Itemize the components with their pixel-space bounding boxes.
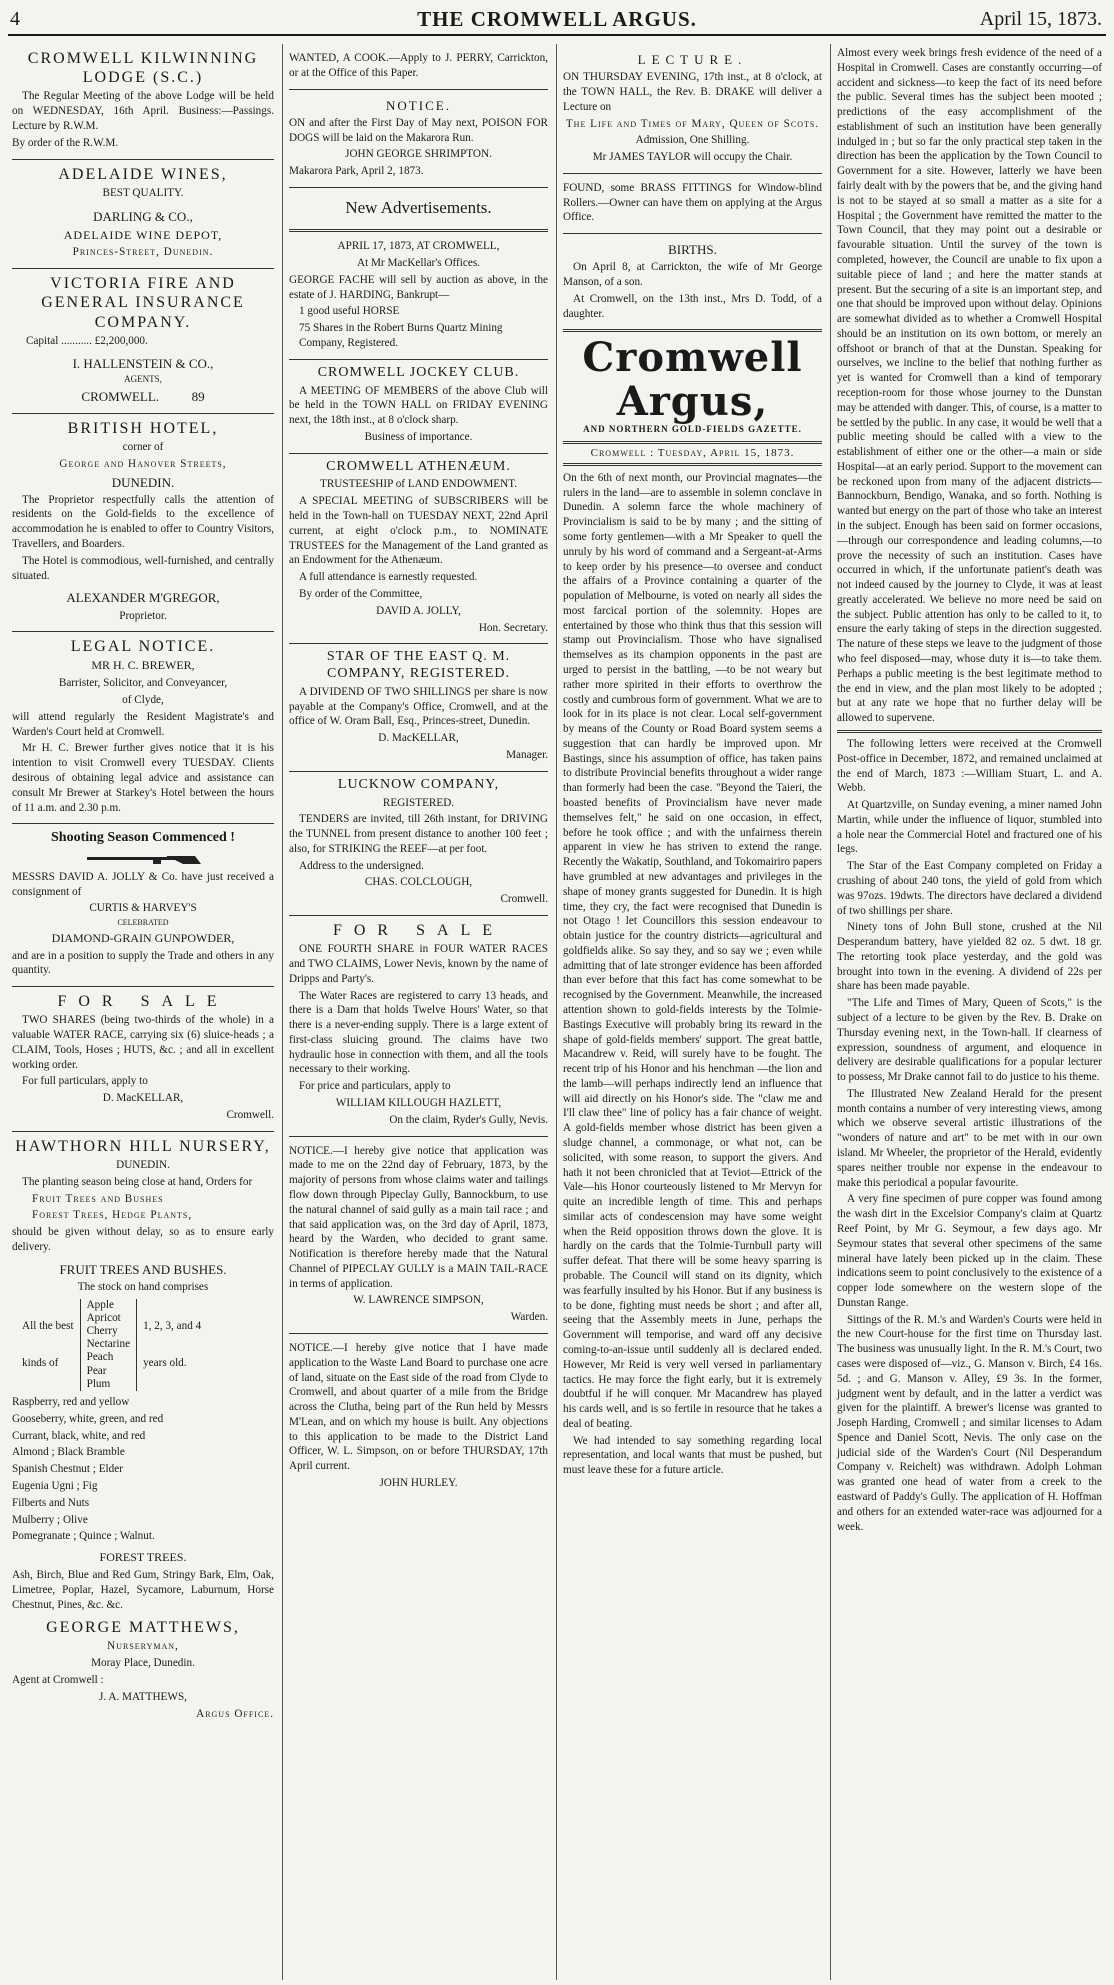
births-notice: BIRTHS. On April 8, at Carrickton, the wife of Mr George Manson, of a son. At Cromwell, on the 13th inst., Mrs D. Todd, of a daughter. [563, 234, 822, 332]
ad-gunpowder: Shooting Season Commenced ! MESSRS DAVID A. JOLLY & Co. have just received a consignment of CURTIS & HARVEY'S CELEBRATED DIAMOND-GRAIN GUNPOWDER, and are in a position to supply the Trade and others in any quantity. [12, 824, 274, 987]
newspaper-title: THE CROMWELL ARGUS. [417, 7, 697, 31]
ad-wanted-cook: WANTED, A COOK.—Apply to J. PERRY, Carrickton, or at the Office of this Paper. [289, 44, 548, 90]
ad-heading: FOR SALE [57, 993, 229, 1011]
ad-poison-notice: NOTICE. ON and after the First Day of May next, POISON FOR DOGS will be laid on the Makarora Run. JOHN GEORGE SHRIMPTON. Makarora Park, April 2, 1873. [289, 90, 548, 188]
ad-for-sale-water-races: FOR SALE ONE FOURTH SHARE in FOUR WATER RACES and TWO CLAIMS, Lower Nevis, known by the name of Dripps and Party's. The Water Races are registered to carry 13 heads, and there is a Dam that holds Twelve Hours' Water, so that there is a never-ending supply. There is a large extent of first-class sluicing ground. The claims have two hydraulic hose in connection with them, and all the tools necessary to their working. For price and particulars, apply to WILLIAM KILLOUGH HAZLETT, On the claim, Ryder's Gully, Nevis. [289, 916, 548, 1137]
news-item: Sittings of the R. M.'s and Warden's Courts were held in the new Court-house for the first time on Thursday last. The business was unusually light. In the R. M.'s Court, two cases were disposed of—viz., G. Manson v. Birch, £4 16s. 5d. ; and G. Manson v. Alley, £9 3s. In the former, judgment went by default, and in the latter a verdict was given for the plaintiff. A brewer's license was granted to Joseph Harding, Cromwell ; and similar licenses to Adam Spence and Daniel Scott, Nevis. The only case on the judicial side of the Warden's Court (Nil Desperandum Company v. Reichelt) was withdrawn. Adolph Lohman was granted one head of water from a creek to the eastward of Paddy's Gully. The application of H. Hoffman and others for an extended water-race was adjourned for a week. [837, 1313, 1102, 1533]
issue-date: April 15, 1873. [979, 8, 1102, 30]
page-number: 4 [10, 8, 20, 30]
ad-heading: FOR SALE [332, 922, 505, 940]
ad-british-hotel: BRITISH HOTEL, corner of George and Hanover Streets, DUNEDIN. The Proprietor respectfully calls the attention of residents on the Gold-fields to the excellence of accommodation he is enabled to offer to Country Visitors, Travellers, and Boarders. The Hotel is commodious, well-furnished, and centrally situated. ALEXANDER M'GREGOR, Proprietor. [12, 414, 274, 633]
ad-heading: BRITISH HOTEL, [67, 419, 219, 437]
ad-victoria-insurance: VICTORIA FIRE AND GENERAL INSURANCE COMPANY. Capital ........... £2,200,000. I. HALLENSTEIN & CO., AGENTS, CROMWELL. 89 [12, 269, 274, 414]
ad-heading: CROMWELL JOCKEY CLUB. [317, 364, 520, 380]
ad-heading: LUCKNOW COMPANY, [337, 776, 500, 792]
news-item: The following letters were received at the Cromwell Post-office in December, 1872, and remained unclaimed at the end of March, 1873 :—William Stuart, L. and A. Webb. [837, 737, 1102, 795]
ad-lucknow-company: LUCKNOW COMPANY, REGISTERED. TENDERS are invited, till 26th instant, for DRIVING the TUNNEL from present distance to another 100 feet ; also, for STRIKING the REEF—at per foot. Address to the undersigned. CHAS. COLCLOUGH, Cromwell. [289, 772, 548, 916]
dateline: Cromwell : Tuesday, April 15, 1873. [563, 441, 822, 466]
ad-for-sale: FOR SALE TWO SHARES (being two-thirds of the whole) in a valuable WATER RACE, carrying six (6) sluice-heads ; a CLAIM, Tools, Hoses ; HUTS, &c. ; and all in excellent working order. For full particulars, apply to D. MacKELLAR, Cromwell. [12, 987, 274, 1132]
newspaper-logo: Cromwell Argus, [582, 334, 803, 426]
ad-heading: VICTORIA FIRE AND GENERAL INSURANCE COMPANY. [41, 275, 245, 331]
ad-kilwinning-lodge: CROMWELL KILWINNING LODGE (S.C.) The Regular Meeting of the above Lodge will be held on WEDNESDAY, 16th April. Business:—Passings. Lecture by R.W.M. By order of the R.W.M. [12, 44, 274, 160]
editorial-text: On the 6th of next month, our Provincial magnates—the rulers in the land—are to assemble in solemn conclave in Dunedin. A solemn farce the whole machinery of Provincialism is said to be by many ; and the sitting of some forty gentlemen—with a Mr Speaker to quell the unruly by his word of command and a Sergeant-at-Arms to keep order by his presence—to oversee and conduct the affairs of a Province containing a quarter of the population of Melbourne, is voted on nearly all sides the most farcical portion of the solemnity. Hopes are entertained by those who think thus that this session will stamp out Provincialism. Those who have signalised themselves as its champion opponents in the past are urged to persist in the battling, —to be not weary but rather more spirited in their efforts to overthrow the costly and cumbrous form of government. What we are to look for in its place is not clear. Local self-government by means of the County or Road Board system seems a suggestion that can hardly be improved upon. Mr Bastings, since his assumption of office, has taken pains to distribute Provincial benefits throughout a wider range than formerly had been the case. "Beyond the Taieri, the boasted benefits of Provincialism have never made themselves felt," he said on one occasion, in effect, before he took office ; and with the unfairness therein apparent in view he has striven to extend the range. Recently the Wakatip, Southland, and Tokomairiro papers have grumbled at new advantages and privileges in the shape of money grants suggested for Dunedin. It is high time, they cry, the fact were recognised that Dunedin is not Otago ! let Councillors this session endeavour to obtain justice for the country districts—agricultural and goldfields alike. So say they, and so say we ; even while admitting that of late stronger evidence has been afforded than ever before that this fact has come somewhat to be recognised by the Government. Meanwhile, the increased attention shown to gold-fields interests by the Tolmie-Bastings Executive will probably bring its reward in the shape of gold-fields members' support. The great battle, Macandrew v. Reid, will surely have to be fought. The recent trip of his Honor and his henchman —the lion and the lamb—will perhaps indirectly lend an influence that will aid directly on his Honor's side. The "claw me and I'll claw thee" line of policy has a fair chance of weight. A gold-fields member whose district has been given a sludge channel, a commonage, or what not, can be solicited, with some reason, to support the givers. And hath it not been chronicled that at Teviot—Ettrick of the Vale—his Honor courteously listened to Mr Mervyn for quite an incredible length of time. This and perhaps similar acts of condescension may have some weight when the Reid opposition throws down the glove. It is hardly on the cards that the Tolmie-Turnbull party will suffer defeat. That there will be some heavy sparring is probable. The Council will stand on its dignity, which was fearfully insulted by his Honor. But if any business is to be done, fighting must needs be short ; and after all, seeing that the Assembly meets in June, perhaps the Government will temporise, and ward off any decisive coming-to-an-issue until suddenly all is declared ended. However, Mr Reid is very well versed in parliamentary tactics. He may force the fight early, but it is extremely doubtful if he will conquer. Mr Macandrew has played his cards well, and is so fertile in resource that he takes a deal of beating. [563, 471, 822, 1430]
ad-legal-notice: LEGAL NOTICE. MR H. C. BREWER, Barrister, Solicitor, and Conveyancer, of Clyde, will attend regularly the Resident Magistrate's and Warden's Court held at Cromwell. Mr H. C. Brewer further gives notice that it is his intention to visit Cromwell every TUESDAY. Clients desirous of obtaining legal advice and assistance can consult Mr Brewer at Starkey's Hotel between the hours of 11 a.m. and 2.30 p.m. [12, 632, 274, 824]
ad-pipeclay-notice: NOTICE.—I hereby give notice that application was made to me on the 22nd day of February, 1873, by the majority of persons from whose claims water and tailings flow down through Pipeclay Gully, Bannockburn, to use the natural channel of said gully as a main tail race ; and that said application was, on the 3rd day of April, 1873, heard by the Warden, who decided to grant same. Notification is therefore hereby made that the Natural Channel of PIPECLAY GULLY is a MAIN TAIL-RACE in terms of application. W. LAWRENCE SIMPSON, Warden. [289, 1137, 548, 1334]
ad-heading: Shooting Season Commenced ! [51, 830, 235, 846]
ad-heading: ADELAIDE WINES, [58, 165, 228, 183]
hospital-editorial: Almost every week brings fresh evidence of the need of a Hospital in Cromwell. Cases are constantly occurring—of accident and sickness—to keep the fact of its need before the public. Several times has the subject been mooted ; predictions of the easy accomplishment of the establishment of such an institution have been generally indulged in ; but so far the only practical step taken in the direction has been the application by the Town Council to Government for a site. However, latterly we have been fairly dealt with by the powers that be, and the giving hand is not to be stayed at so small a matter as a site for a Hospital ; the Government have remitted the matter to the Town Council, that they may point out a desirable or favourable situation. Until the survey of the town is completed, however, the Council are unable to fix upon a suitable piece of land ; and here the matter stands at present. But the securing of a site is an important step, and one that should be improved upon without delay. Opinions are somewhat divided as to whether a Cromwell Hospital should be an institution on its own bottom, or merely an offshoot or branch of that at the Dunstan. Speaking for ourselves, we incline to the belief that nothing further as yet is wanted for Cromwell than a kind of temporary reception-room for those whose journey to the Dunstan may be attended with danger. This, of course, is a matter to be settled by the public. In any case, it would be well that a public meeting should be called with a view to the establishment of either one or the other—a main or side Hospital—at an early period. Support to the movement can be reckoned upon from many of the adjacent districts—Bannockburn, Bendigo, Wanaka, and so forth. Nothing is wanted but energy on the part of those who take an interest in the subject. Enough has been said on former occasions,—through our correspondence and leading columns,—to prove the necessity of such an institution. Cases have occurred in which, if the unfortunate patient's death was not indeed caused by the journey to Clyde, it was at least greatly accelerated. We believe no more need be said on the subject. Public attention has only to be called to it, to ensure the early taking of steps in the direction suggested. The nature of these steps we leave to the judgment of those who feel disposed—may, whose duty it is—to take them. Perhaps a public meeting is the best legitimate method to the end in view, and the plan most likely to be adopted ; but at any rate we hope that no further delay will be allowed to supervene. [837, 47, 1103, 725]
ad-athenaeum: CROMWELL ATHENÆUM. TRUSTEESHIP of LAND ENDOWMENT. A SPECIAL MEETING of SUBSCRIBERS will be held in the Town-hall on TUESDAY NEXT, 22nd April current, at eight o'clock p.m., to NOMINATE TRUSTEES for the Management of the Land granted as an Endowment for the Athenæum. A full attendance is earnestly requested. By order of the Committee, DAVID A. JOLLY, Hon. Secretary. [289, 454, 548, 645]
ad-auction: APRIL 17, 1873, AT CROMWELL, At Mr MacKellar's Offices. GEORGE FACHE will sell by auction as above, in the estate of J. HARDING, Bankrupt— 1 good useful HORSE 75 Shares in the Robert Burns Quartz Mining Company, Registered. [289, 232, 548, 359]
ad-heading: CROMWELL ATHENÆUM. [326, 458, 511, 474]
rifle-icon [83, 852, 203, 866]
ad-heading: LEGAL NOTICE. [70, 638, 216, 656]
fruit-kinds-table: All the best kinds of Apple Apricot Cherry Nectarine Peach Pear Plum 1, 2, 3, and 4 years old. [22, 1298, 202, 1390]
column-2 [282, 44, 554, 1980]
news-item: The Star of the East Company completed on Friday a crushing of about 240 tons, the yield of gold from which was 97ozs. 19dwts. The directors have declared a dividend of two shillings per share. [837, 860, 1102, 917]
ad-jockey-club: CROMWELL JOCKEY CLUB. A MEETING OF MEMBERS of the above Club will be held in the TOWN HALL on FRIDAY EVENING next, the 18th inst., at 8 o'clock sharp. Business of importance. [289, 360, 548, 454]
divider [837, 730, 1102, 733]
ad-land-notice: NOTICE.—I hereby give notice that I have made application to the Waste Land Board to purchase one acre of land, situate on the East side of the road from Clyde to Cromwell, and about quarter of a mile from the Bridge across the Clutha, being part of the Run held by Messrs M'Lean, and on which my house is built. Any objections to this application to be made to the District Land Officer, W. L. Simpson, on or before THURSDAY, 17th April current. JOHN HURLEY. [289, 1341, 548, 1490]
news-item: A very fine specimen of pure copper was found among the wash dirt in the Excelsior Company's claim at Quartz Reef Point, by Mr G. Seymour, a few days ago. Mr Seymour states that several other specimens of the same mineral have lately been picked up in the claim. These indications seem to point conclusively to the existence of a copper lode somewhere on the western slope of the Dunstan Range. [837, 1193, 1102, 1309]
masthead [8, 4, 1106, 36]
news-item: Ninety tons of John Bull stone, crushed at the Nil Desperandum battery, have yielded 82 oz. 5 dwt. 18 gr. The retorting took place yesterday, and the gold was brought into town in the evening. A dividend of 22s per share has been made payable. [837, 921, 1102, 993]
news-item: At Quartzville, on Sunday evening, a miner named John Martin, while under the influence of liquor, stumbled into a hole near the Commercial Hotel and fractured one of his legs. [837, 799, 1102, 856]
ad-found: FOUND, some BRASS FITTINGS for Window-blind Rollers.—Owner can have them on applying at the Argus Office. [563, 174, 822, 234]
editorial-closing: We had intended to say something regarding local representation, and local wants that must be pushed, but must leave these for a future article. [563, 1434, 822, 1477]
ad-heading: CROMWELL KILWINNING LODGE (S.C.) [27, 50, 259, 87]
column-1 [6, 44, 280, 1980]
ad-hawthorn-nursery: HAWTHORN HILL NURSERY, DUNEDIN. The planting season being close at hand, Orders for Fruit Trees and Bushes Forest Trees, Hedge Plants, should be given without delay, so as to ensure early delivery. FRUIT TREES AND BUSHES. The stock on hand comprises All the best kinds of Apple Apricot Cherry Nectarine Peach Pear Plum 1, 2, 3, and 4 years old. Raspberry, red and yellow Gooseberry, white, green, and red Currant, black, white, and red Almond ; Black Bramble Spanish Chestnut ; Elder Eugenia Ugni ; Fig Filberts and Nuts Mulberry ; Olive Pomegranate ; Quince ; Walnut. FOREST TREES. Ash, Birch, Blue and Red Gum, Stringy Bark, Elm, Oak, Limetree, Poplar, Hazel, Sycamore, Laburnum, Horse Chestnut, Pines, &c. &c. GEORGE MATTHEWS, Nurseryman, Moray Place, Dunedin. Agent at Cromwell : J. A. MATTHEWS, Argus Office. [12, 1137, 274, 1720]
news-item: The Illustrated New Zealand Herald for the present month contains a number of very interesting views, among which we observe several artistic illustrations of the "wonders of nature and art" to be met with in our own island. Mr Wheeler, the proprietor of the Herald, evidently spares neither trouble nor expense in the endeavour to make this periodical a popular favourite. [837, 1087, 1102, 1189]
ad-adelaide-wines: ADELAIDE WINES, BEST QUALITY. DARLING & CO., ADELAIDE WINE DEPOT, Princes-Street, Dunedin. [12, 160, 274, 270]
ad-star-of-the-east: STAR OF THE EAST Q. M. COMPANY, REGISTERED. A DIVIDEND OF TWO SHILLINGS per share is now payable at the Company's Office, Cromwell, and at the office of W. Oram Ball, Esq., Princes-street, Dunedin. D. MacKELLAR, Manager. [289, 644, 548, 772]
column-3 [556, 44, 828, 1980]
newspaper-subtitle: AND NORTHERN GOLD-FIELDS GAZETTE. [583, 424, 802, 435]
ad-heading: STAR OF THE EAST Q. M. COMPANY, REGISTERED. [326, 649, 511, 682]
new-advertisements-header: New Advertisements. [289, 188, 548, 232]
column-4 [830, 44, 1108, 1980]
ad-lecture: LECTURE. ON THURSDAY EVENING, 17th inst., at 8 o'clock, at the TOWN HALL, the Rev. B. DRAKE will deliver a Lecture on The Life and Times of Mary, Queen of Scots. Admission, One Shilling. Mr JAMES TAYLOR will occupy the Chair. [563, 44, 822, 174]
news-item: "The Life and Times of Mary, Queen of Scots," is the subject of a lecture to be given by the Rev. B. Drake on Thursday evening next, in the Town-hall. If clearness of expression, soundness of argument, and eloquence in delivery are desirable qualifications for a popular lecturer to possess, Mr Drake cannot fail to do justice to his theme. [837, 997, 1102, 1084]
fruit-list: Apple Apricot Cherry Nectarine Peach Pear Plum [80, 1299, 137, 1392]
ad-heading: HAWTHORN HILL NURSERY, [15, 1137, 271, 1155]
